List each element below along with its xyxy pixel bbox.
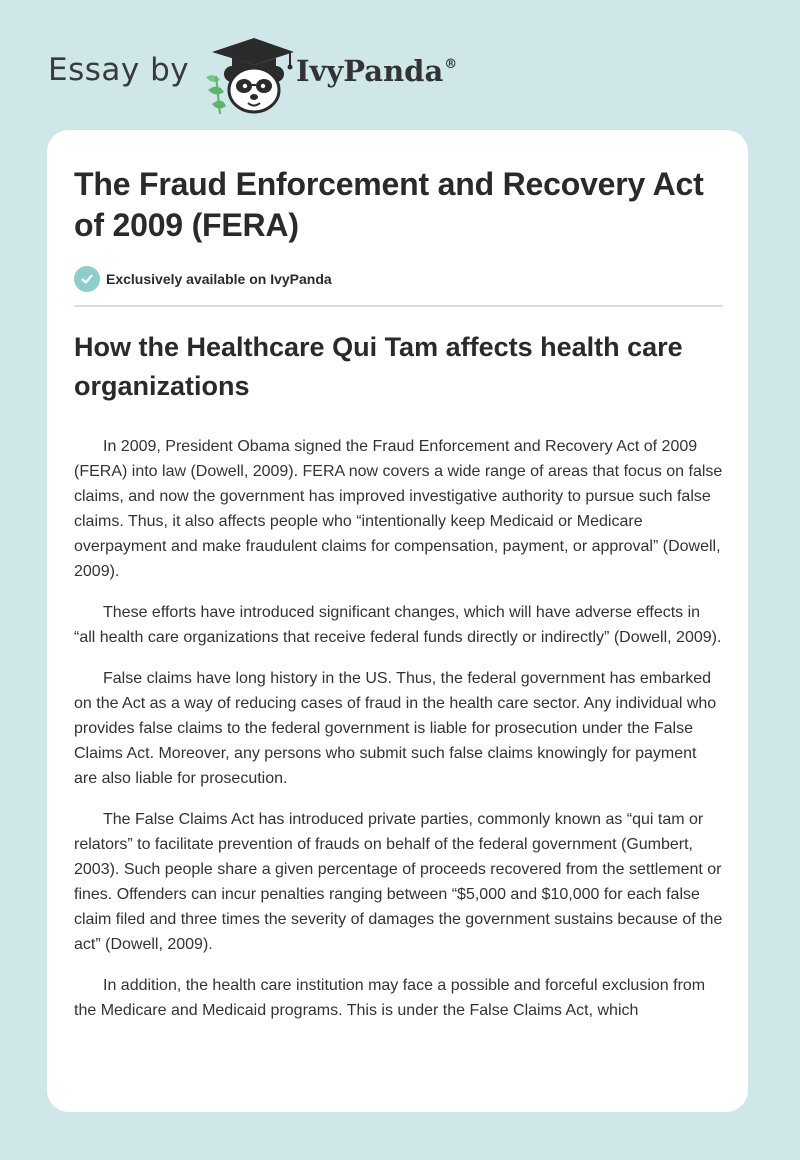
paragraph-4: The False Claims Act has introduced private parties, commonly known as “qui tam or relators” to facilitate prevention of frauds on behalf of the federal government (Gumbert, 2003). Such people share a given percentage of proceeds recovered from the settlement or fines. Offenders can incur penalties ranging between “$5,000 and $10,000 for each false claim filed and three times the severity of damages the government sustains because of the act” (Dowell, 2009). <box>74 811 723 953</box>
essay-title: The Fraud Enforcement and Recovery Act of 2009 (FERA) <box>74 166 704 243</box>
essay-by-label: Essay by <box>48 52 190 88</box>
registered-mark: ® <box>444 57 458 73</box>
exclusive-label: Exclusively available on IvyPanda <box>106 271 332 287</box>
exclusive-badge <box>74 265 723 293</box>
panda-graduate-logo-icon[interactable] <box>202 32 298 116</box>
check-circle-icon <box>74 266 100 292</box>
divider <box>74 305 723 307</box>
paragraph-3: False claims have long history in the US. Thus, the federal government has embarked on the Act as a way of reducing cases of fraud in the health care sector. Any individual who provides false claims to the federal government is liable for prosecution under the False Claims Act. Moreover, any persons who submit such false claims knowingly for payment are also liable for prosecution. <box>74 670 717 787</box>
paragraph-1: In 2009, President Obama signed the Fraud Enforcement and Recovery Act of 2009 (FERA) into law (Dowell, 2009). FERA now covers a wide range of areas that focus on false claims, and now the government has improved investigative authority to pursue such false claims. Thus, it also affects people who “intentionally keep Medicaid or Medicare overpayment and make fraudulent claims for compensation, payment, or approval” (Dowell, 2009). <box>74 438 723 580</box>
essay-card <box>47 130 748 1112</box>
paragraph-5: In addition, the health care institution may face a possible and forceful exclusion from the Medicare and Medicaid programs. This is under the False Claims Act, which <box>74 977 706 1019</box>
site-header <box>48 28 508 118</box>
essay-content <box>74 164 723 1023</box>
brand-name[interactable]: IvyPanda® <box>296 54 458 88</box>
section-heading: How the Healthcare Qui Tam affects health care organizations <box>74 332 683 401</box>
paragraph-2: These efforts have introduced significant changes, which will have adverse effects in “all health care organizations that receive federal funds directly or indirectly” (Dowell, 2009). <box>74 604 722 646</box>
